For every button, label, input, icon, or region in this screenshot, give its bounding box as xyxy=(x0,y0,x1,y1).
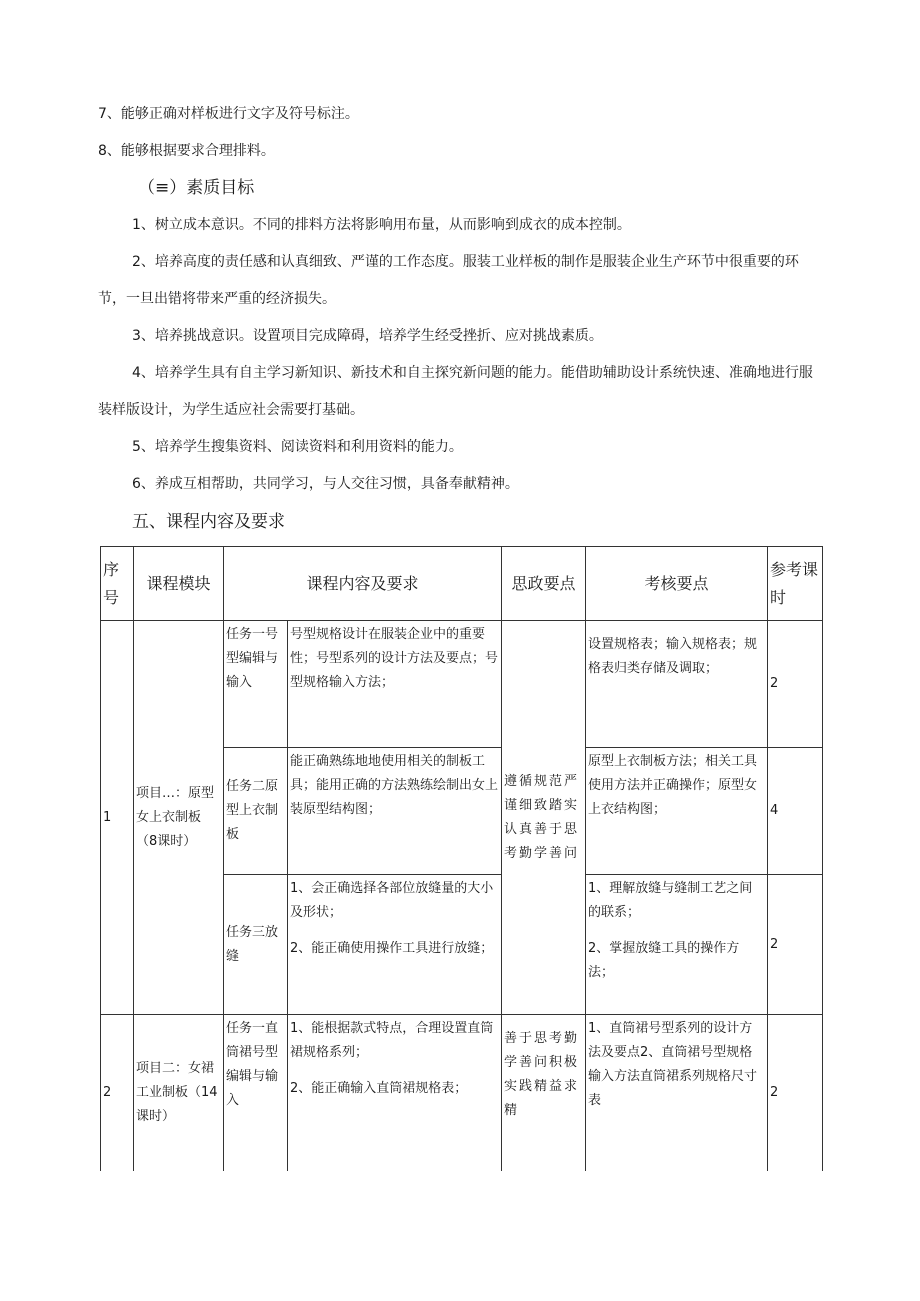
project1-task1-hours: 2 xyxy=(768,621,823,748)
table-row xyxy=(101,621,823,748)
header-module: 课程模块 xyxy=(134,547,224,621)
project1-task2-hours: 4 xyxy=(768,748,823,875)
quality-1: 1、树立成本意识。不同的排料方法将影响用布量，从而影响到成衣的成本控制。 xyxy=(132,217,631,233)
quality-objectives-heading: （≡）素质目标 xyxy=(138,178,255,198)
table-row xyxy=(101,1015,823,1171)
project2-content-1: 1、能根据款式特点，合理设置直筒裙规格系列； xyxy=(290,1021,494,1060)
project1-task3-content-1: 1、会正确选择各部位放缝量的大小及形状； xyxy=(290,881,494,920)
project1-task3-content xyxy=(288,875,502,1015)
quality-6: 6、养成互相帮助，共同学习，与人交往习惯，具备奉献精神。 xyxy=(132,476,519,492)
project1-seq: 1 xyxy=(101,621,134,1015)
project1-task3-hours: 2 xyxy=(768,875,823,1015)
project2-content-2: 2、能正确输入直筒裙规格表； xyxy=(290,1081,468,1096)
quality-5: 5、培养学生搜集资料、阅读资料和利用资料的能力。 xyxy=(132,439,463,455)
quality-4: 4、培养学生具有自主学习新知识、新技术和自主探究新问题的能力。能借助辅助设计系统快速、准确地进行服装样版设计，为学生适应社会需要打基础。 xyxy=(98,365,813,418)
project2-module: 项目二：女裙工业制板（14课时） xyxy=(134,1015,224,1171)
header-hours: 参考课时 xyxy=(768,547,823,621)
project2-content xyxy=(288,1015,502,1171)
project1-module: 项目…：原型女上衣制板（8课时） xyxy=(134,621,224,1015)
quality-3: 3、培养挑战意识。设置项目完成障碍，培养学生经受挫折、应对挑战素质。 xyxy=(132,328,603,344)
project1-task3-assessment-2: 2、掌握放缝工具的操作方法； xyxy=(588,941,740,980)
project1-task1-assessment: 设置规格表；输入规格表；规格表归类存储及调取； xyxy=(586,621,768,748)
section-5-heading: 五、课程内容及要求 xyxy=(132,512,285,532)
project1-ideology: 遵循规范严谨细致踏实认真善于思考勤学善问 xyxy=(502,621,586,1015)
objective-8: 8、能够根据要求合理排料。 xyxy=(98,143,275,159)
header-assessment: 考核要点 xyxy=(586,547,768,621)
table-header-row xyxy=(101,547,823,621)
project1-task2-name: 任务二原型上衣制板 xyxy=(224,748,288,875)
project1-task3-name: 任务三放缝 xyxy=(224,875,288,1015)
project2-seq: 2 xyxy=(101,1015,134,1171)
project2-task-name: 任务一直筒裙号型编辑与输入 xyxy=(224,1015,288,1171)
project1-task1-name: 任务一号型编辑与输入 xyxy=(224,621,288,748)
course-content-table xyxy=(100,546,823,1171)
project1-task1-content: 号型规格设计在服装企业中的重要性；号型系列的设计方法及要点；号型规格输入方法； xyxy=(288,621,502,748)
header-ideology: 思政要点 xyxy=(502,547,586,621)
project1-task3-assessment xyxy=(586,875,768,1015)
project1-task3-content-2: 2、能正确使用操作工具进行放缝； xyxy=(290,941,494,956)
project2-hours: 2 xyxy=(768,1015,823,1171)
project2-ideology: 善于思考勤学善问积极实践精益求精 xyxy=(502,1015,586,1171)
project1-task2-assessment: 原型上衣制板方法；相关工具使用方法并正确操作；原型女上衣结构图； xyxy=(586,748,768,875)
header-content: 课程内容及要求 xyxy=(224,547,502,621)
quality-2: 2、培养高度的责任感和认真细致、严谨的工作态度。服装工业样板的制作是服装企业生产环节中很重要的环节，一旦出错将带来严重的经济损失。 xyxy=(98,254,799,307)
project2-assessment: 1、直筒裙号型系列的设计方法及要点2、直筒裙号型规格输入方法直筒裙系列规格尺寸表 xyxy=(586,1015,768,1171)
project1-task3-assessment-1: 1、理解放缝与缝制工艺之间的联系； xyxy=(588,881,753,920)
project1-task2-content: 能正确熟练地地使用相关的制板工具；能用正确的方法熟练绘制出女上装原型结构图； xyxy=(288,748,502,875)
header-seq: 序号 xyxy=(101,547,134,621)
objective-7: 7、能够正确对样板进行文字及符号标注。 xyxy=(98,106,359,122)
